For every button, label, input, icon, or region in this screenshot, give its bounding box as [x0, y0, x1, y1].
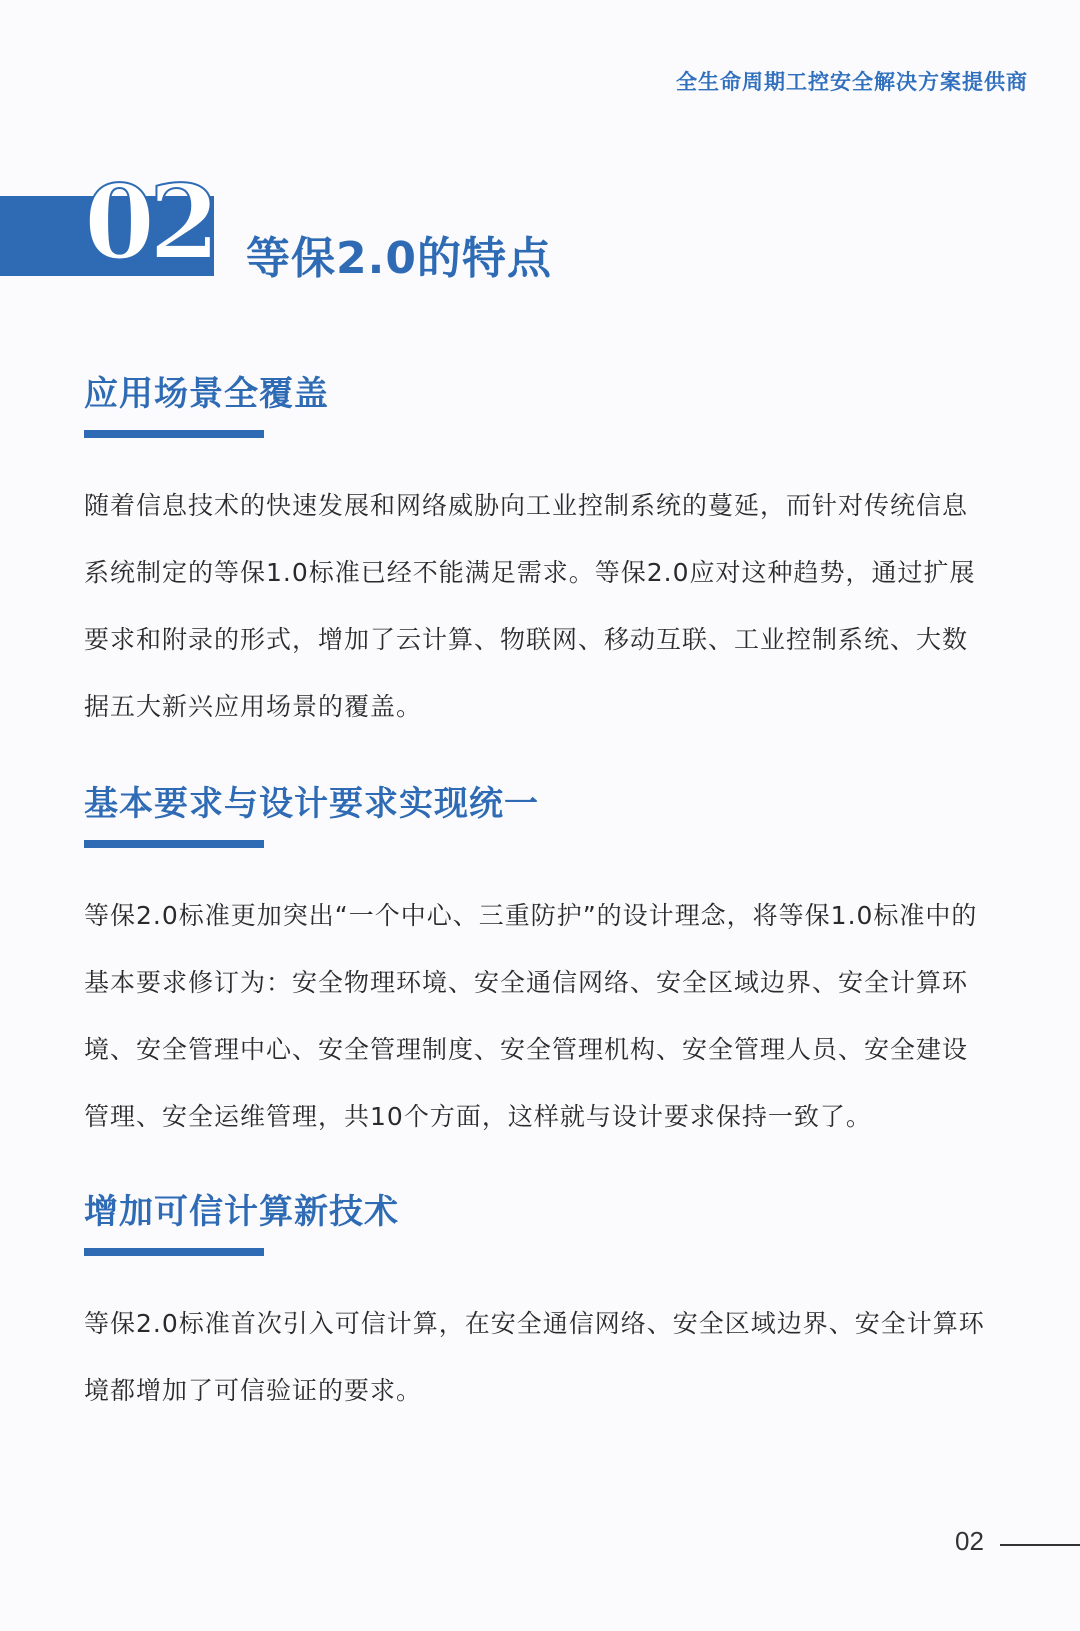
section-trusted-computing: [84, 1190, 989, 1424]
page-number: 02: [955, 1526, 984, 1556]
heading-underline: [84, 1248, 264, 1256]
section-scenario-coverage: [84, 372, 989, 740]
footer-divider: [1000, 1544, 1080, 1546]
section-heading: 基本要求与设计要求实现统一: [84, 784, 539, 824]
section-body: 随着信息技术的快速发展和网络威胁向工业控制系统的蔓延，而针对传统信息系统制定的等保1.0标准已经不能满足需求。等保2.0应对这种趋势，通过扩展要求和附录的形式，增加了云计算、物联网、移动互联、工业控制系统、大数据五大新兴应用场景的覆盖。: [84, 491, 976, 721]
section-heading: 应用场景全覆盖: [84, 374, 329, 414]
heading-underline: [84, 840, 264, 848]
header-tagline: 全生命周期工控安全解决方案提供商: [676, 70, 1028, 94]
section-requirements-unified: [84, 782, 989, 1150]
section-body: 等保2.0标准更加突出“一个中心、三重防护”的设计理念，将等保1.0标准中的基本要求修订为：安全物理环境、安全通信网络、安全区域边界、安全计算环境、安全管理中心、安全管理制度、安全管理机构、安全管理人员、安全建设管理、安全运维管理，共10个方面，这样就与设计要求保持一致了。: [84, 901, 978, 1131]
section-heading: 增加可信计算新技术: [84, 1192, 399, 1232]
section-body: 等保2.0标准首次引入可信计算，在安全通信网络、安全区域边界、安全计算环境都增加了可信验证的要求。: [84, 1309, 985, 1405]
page-title: 等保2.0的特点: [246, 233, 552, 284]
section-number: 02: [84, 163, 214, 283]
heading-underline: [84, 430, 264, 438]
